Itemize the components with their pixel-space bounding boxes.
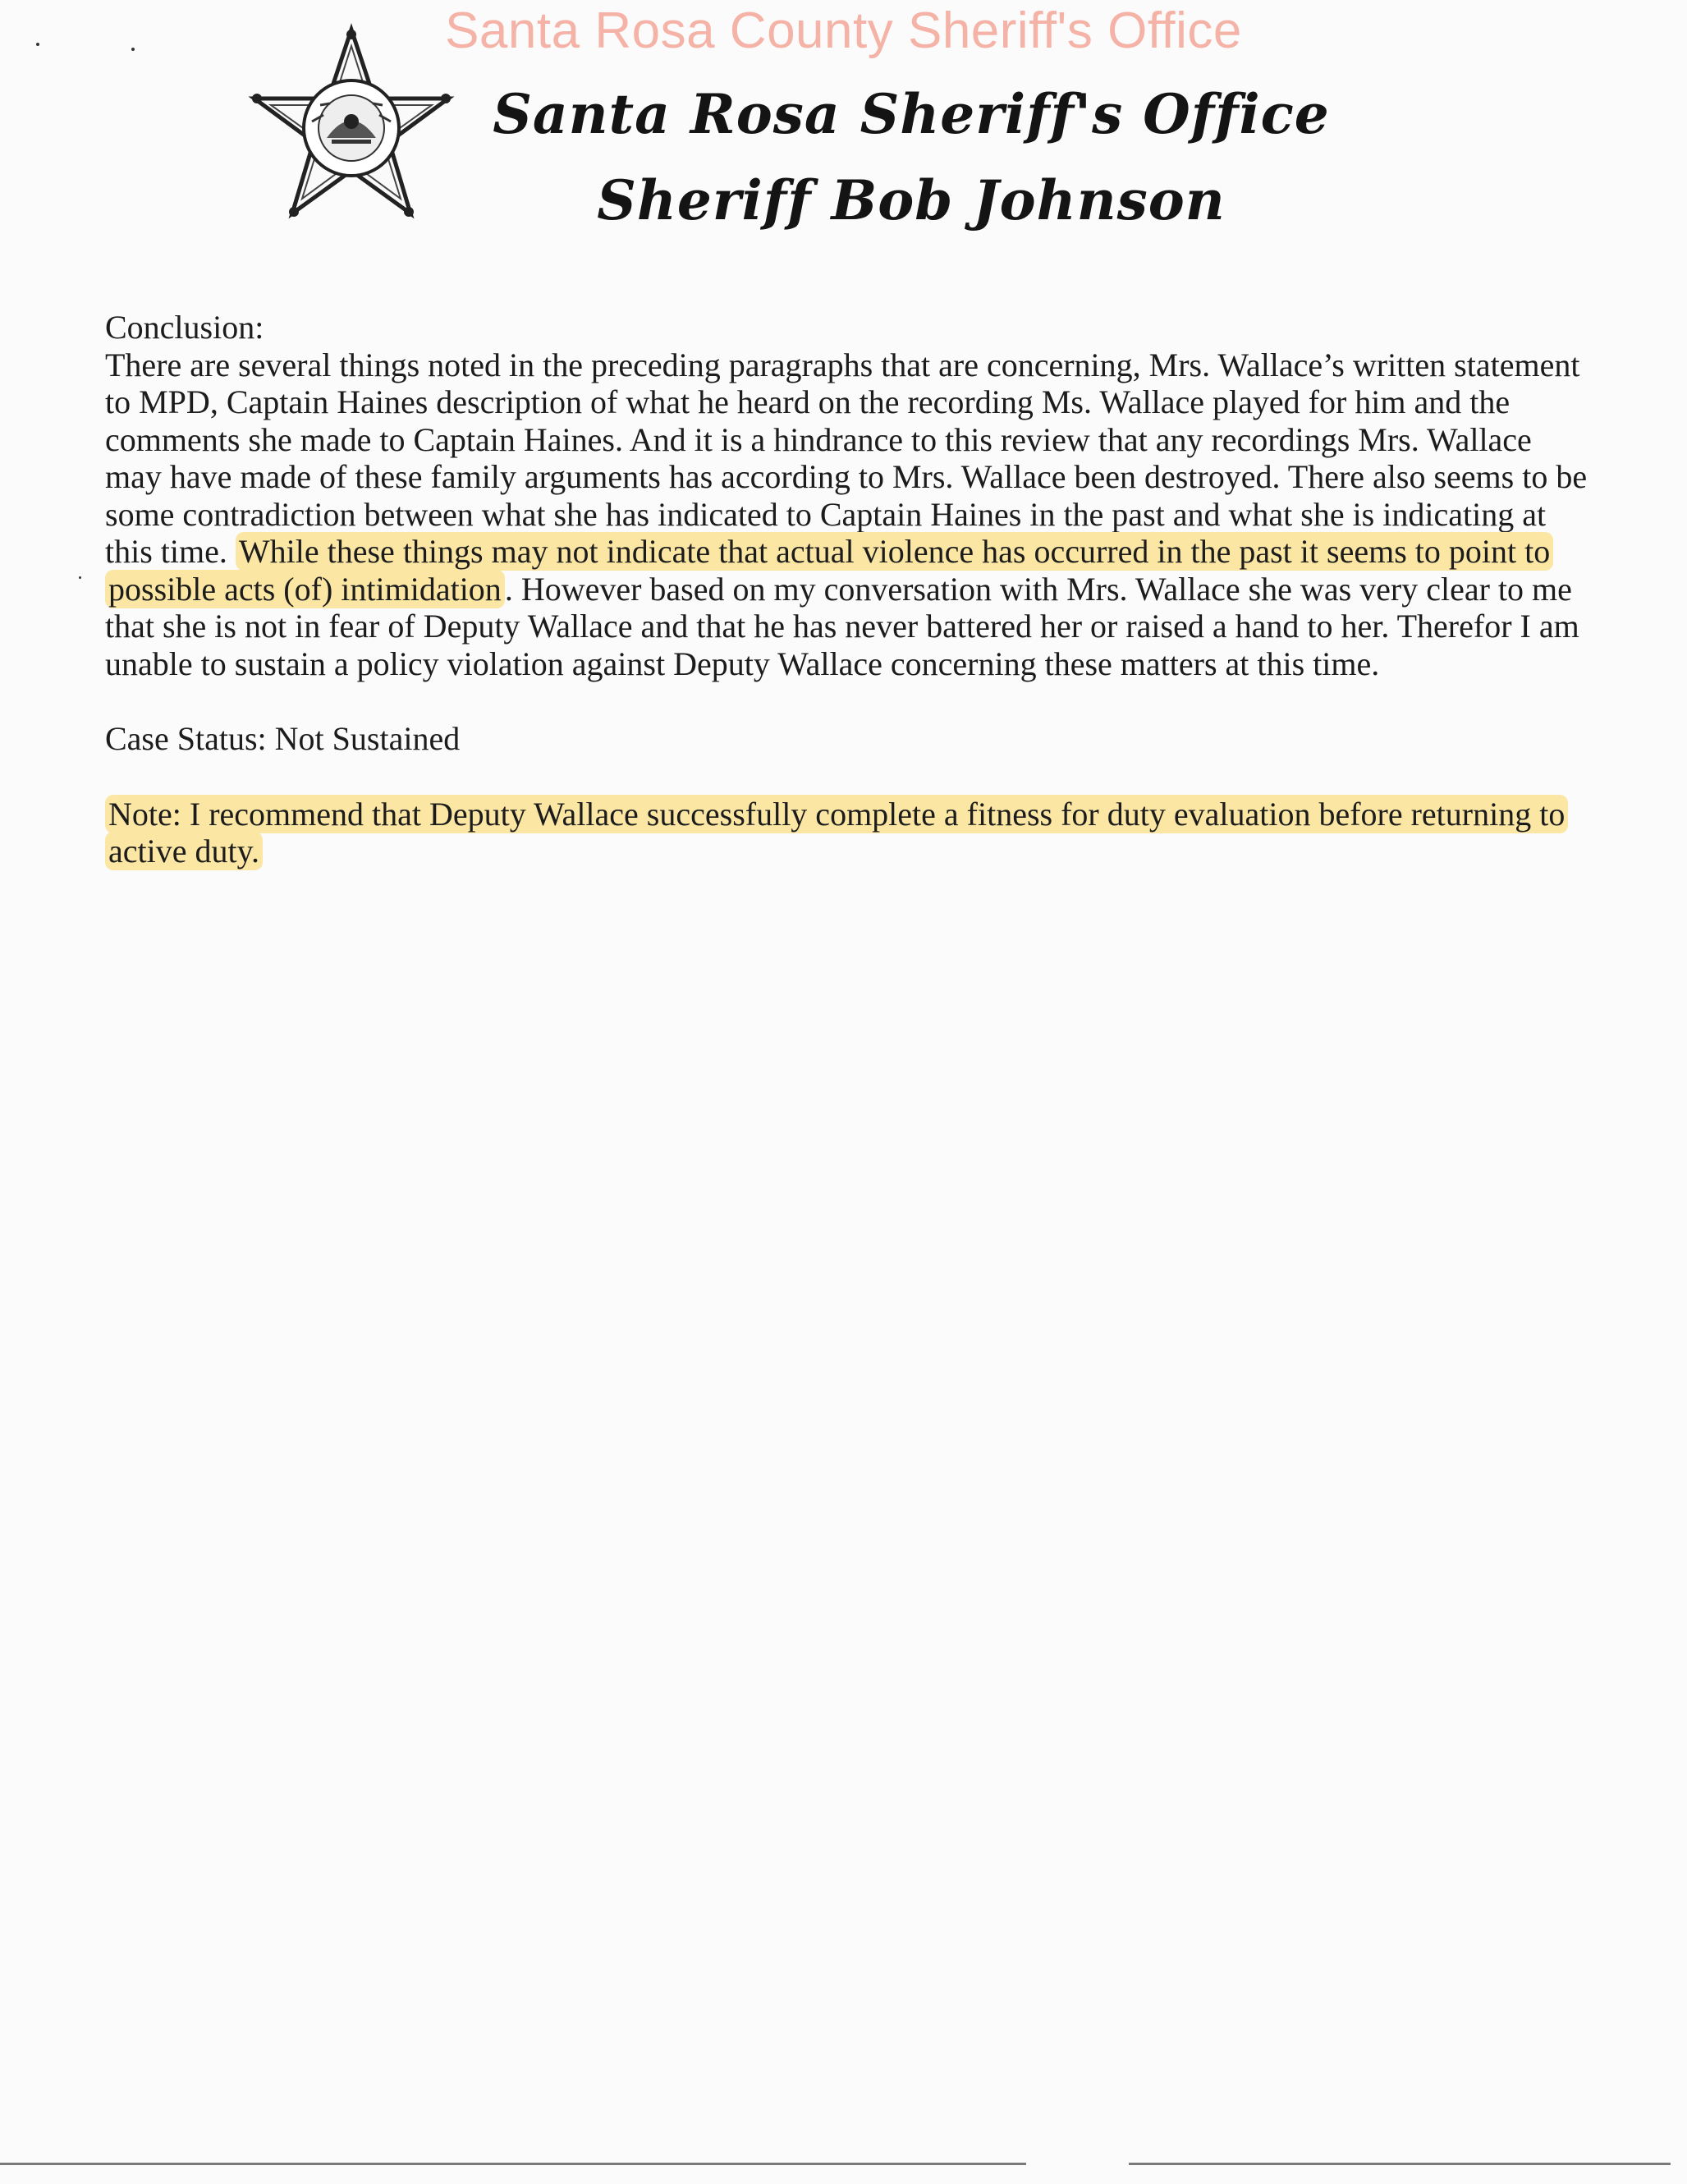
recommendation-note xyxy=(105,796,1591,870)
sheriff-star-seal-icon xyxy=(245,23,458,236)
bottom-rule xyxy=(1129,2163,1671,2165)
highlighted-passage: While these things may not indicate that actual violence has occurred in the past it seems to point to possible acts (of) intimidation xyxy=(105,532,1553,608)
conclusion-label: Conclusion: xyxy=(105,309,264,346)
header-sheriff-name: Sheriff Bob Johnson xyxy=(597,168,1226,232)
case-status: Case Status: Not Sustained xyxy=(105,720,461,757)
highlighted-note: Note: I recommend that Deputy Wallace successfully complete a fitness for duty evaluation before returning to active duty. xyxy=(105,795,1568,871)
scan-speck xyxy=(79,576,81,579)
conclusion-paragraph xyxy=(105,346,1591,683)
document-body xyxy=(105,309,1591,870)
bottom-rule xyxy=(0,2163,1026,2165)
scan-speck xyxy=(36,43,39,46)
paragraph-intro: There are several things noted in the preceding paragraphs that are concerning, Mrs. Wallace’s written statement to MPD, Captain Haines description of what he heard on the recording Ms. Wallace played for him and the comments she made to Captain Haines. And it is a hindrance to this review that any recordings Mrs. Wallace may have made of these family arguments has according to Mrs. Wallace been destroyed. There also seems to be some contradiction between what she has indicated to Captain Haines in the past and what she is indicating at this time. xyxy=(105,346,1588,570)
paragraph-rest: . However based on my conversation with Mrs. Wallace she was very clear to me that she is not in fear of Deputy Wallace and that he has never battered her or raised a hand to her. Therefor I am unable to sustain a policy violation against Deputy Wallace concerning these matters at this time. xyxy=(105,570,1579,682)
scan-speck xyxy=(131,48,135,51)
watermark-text: Santa Rosa County Sheriff's Office xyxy=(445,2,1242,59)
header-office-title: Santa Rosa Sheriff's Office xyxy=(493,82,1330,146)
